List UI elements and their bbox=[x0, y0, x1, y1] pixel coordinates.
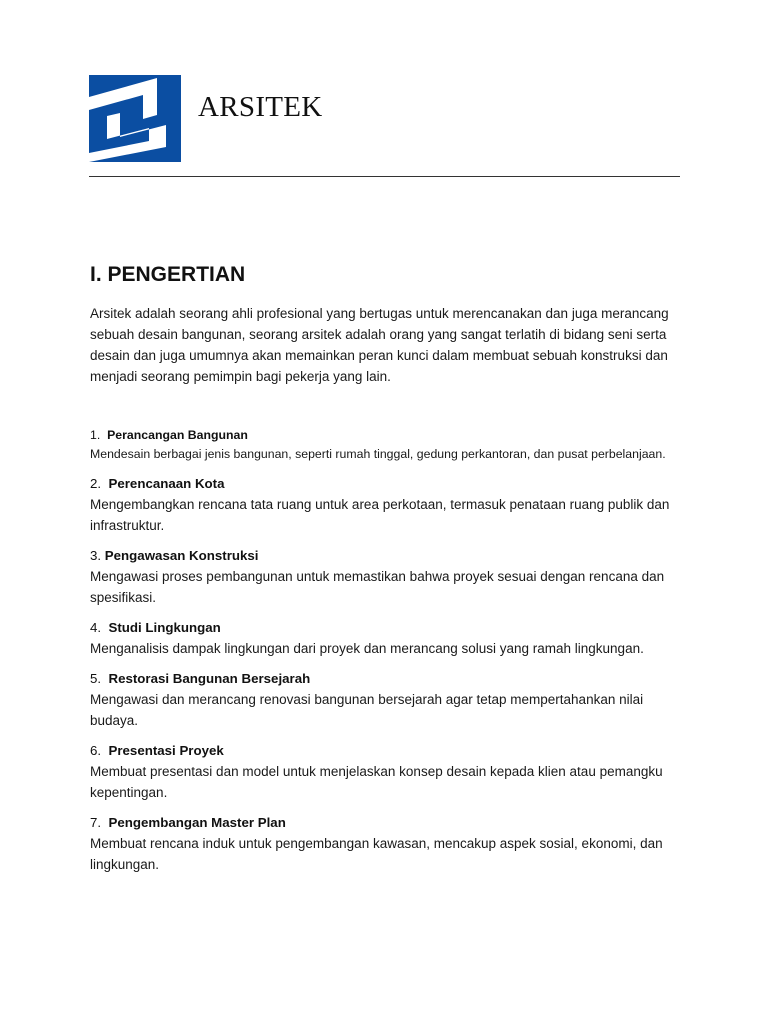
list-item-title bbox=[90, 474, 682, 494]
list-item-number: 6. bbox=[90, 743, 102, 758]
list-item bbox=[90, 474, 682, 536]
list-item-title bbox=[90, 426, 682, 444]
list-item-title-text: Pengawasan Konstruksi bbox=[104, 548, 259, 563]
list-item-number: 7. bbox=[90, 815, 102, 830]
list-item-title-text: Perancangan Bangunan bbox=[107, 428, 248, 442]
duty-list bbox=[90, 426, 682, 875]
list-item-number: 4. bbox=[90, 620, 102, 635]
list-item-description: Membuat presentasi dan model untuk menjelaskan konsep desain kepada klien atau pemangku kepentingan. bbox=[90, 764, 663, 800]
intro-paragraph: Arsitek adalah seorang ahli profesional yang bertugas untuk merencanakan dan juga merancang sebuah desain bangunan, seorang arsitek adalah orang yang sangat terlatih di bidang seni serta desain dan juga umumnya akan memainkan peran kunci dalam membuat sebuah konstruksi dan menjadi seorang pemimpin bagi pekerja yang lain. bbox=[90, 306, 669, 384]
list-item bbox=[90, 426, 682, 464]
list-item-title-text: Presentasi Proyek bbox=[108, 743, 224, 758]
list-item-description: Menganalisis dampak lingkungan dari proyek dan merancang solusi yang ramah lingkungan. bbox=[90, 641, 644, 656]
list-item bbox=[90, 741, 682, 803]
list-item-title bbox=[90, 669, 682, 689]
list-item-description: Mengembangkan rencana tata ruang untuk area perkotaan, termasuk penataan ruang publik dan infrastruktur. bbox=[90, 497, 670, 533]
section-heading: I. PENGERTIAN bbox=[90, 263, 246, 286]
list-item-title bbox=[90, 618, 682, 638]
list-item-number: 1. bbox=[90, 428, 101, 442]
list-item bbox=[90, 618, 682, 659]
list-item bbox=[90, 546, 682, 608]
brand-name: ARSITEK bbox=[198, 91, 323, 123]
list-item bbox=[90, 669, 682, 731]
arsitek-logo-icon bbox=[89, 75, 181, 162]
list-item-title bbox=[90, 741, 682, 761]
header-divider bbox=[89, 176, 680, 177]
list-item-number: 2. bbox=[90, 476, 102, 491]
list-item-number: 5. bbox=[90, 671, 102, 686]
list-item-number: 3. bbox=[90, 548, 102, 563]
list-item-title-text: Studi Lingkungan bbox=[108, 620, 221, 635]
list-item bbox=[90, 813, 682, 875]
list-item-title-text: Pengembangan Master Plan bbox=[108, 815, 286, 830]
list-item-description: Membuat rencana induk untuk pengembangan kawasan, mencakup aspek sosial, ekonomi, dan lingkungan. bbox=[90, 836, 663, 872]
list-item-description: Mengawasi dan merancang renovasi bangunan bersejarah agar tetap mempertahankan nilai budaya. bbox=[90, 692, 644, 728]
list-item-title-text: Perencanaan Kota bbox=[108, 476, 225, 491]
list-item-title bbox=[90, 813, 682, 833]
list-item-title-text: Restorasi Bangunan Bersejarah bbox=[108, 671, 311, 686]
list-item-description: Mengawasi proses pembangunan untuk memastikan bahwa proyek sesuai dengan rencana dan spesifikasi. bbox=[90, 569, 665, 605]
list-item-title bbox=[90, 546, 682, 566]
list-item-description: Mendesain berbagai jenis bangunan, seperti rumah tinggal, gedung perkantoran, dan pusat perbelanjaan. bbox=[90, 447, 666, 461]
